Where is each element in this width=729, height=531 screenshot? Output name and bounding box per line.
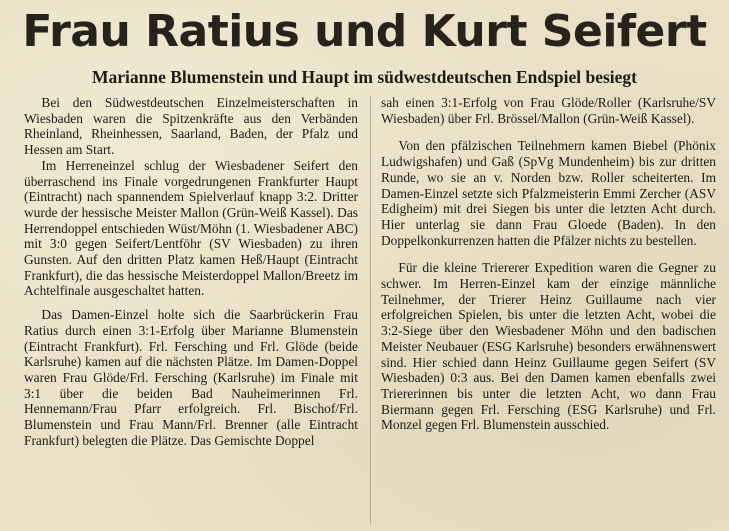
paragraph: Von den pfälzischen Teilnehmern kamen Biebel (Phönix Ludwigshafen) und Gaß (SpVg Mundenheim) bis zur dritten Runde, wo sie an v. Norden bzw. Roller scheiterten. Im Damen-Einzel setzte sich Pfalzmeisterin Emmi Zercher (ASV Edigheim) mit drei Siegen bis unter die letzten Acht durch. Hier unterlag sie dann Frau Gloede (Baden). In den Doppelkonkurrenzen hatten die Pfälzer nichts zu bestellen. (381, 138, 716, 248)
left-column (24, 95, 358, 448)
paragraph: Bei den Südwestdeutschen Einzelmeisterschaften in Wiesbaden waren die Spitzenkräfte aus den Verbänden Rheinland, Rheinhessen, Saarland, Baden, der Pfalz und Hessen am Start. (24, 95, 358, 158)
article-subheadline: Marianne Blumenstein und Haupt im südwestdeutschen Endspiel besiegt (91, 67, 638, 87)
paragraph: Das Damen-Einzel holte sich die Saarbrückerin Frau Ratius durch einen 3:1-Erfolg über Marianne Blumenstein (Eintracht Frankfurt). Frl. Fersching und Frl. Glöde (beide Karlsruhe) kamen auf die nächsten Plätze. Im Damen-Doppel waren Frau Glöde/Frl. Fersching (Karlsruhe) im Finale mit 3:1 über die beiden Bad Nauheimerinnen Frl. Hennemann/Frau Pfarr erfolgreich. Frl. Bischof/Frl. Blumenstein und Frau Mann/Frl. Brenner (alle Eintracht Frankfurt) belegten die Plätze. Das Gemischte Doppel (24, 307, 358, 448)
article-headline: Frau Ratius und Kurt Seifert (22, 6, 707, 57)
column-divider (370, 96, 371, 524)
paragraph: sah einen 3:1-Erfolg von Frau Glöde/Roller (Karlsruhe/SV Wiesbaden) über Frl. Brössel/Mallon (Grün-Weiß Kassel). (381, 95, 716, 126)
right-column (381, 95, 716, 433)
paragraph: Für die kleine Triererer Expedition waren die Gegner zu schwer. Im Herren-Einzel kam der einzige männliche Teilnehmer, der Trierer Heinz Guillaume nach vier erfolgreichen Spielen, bis unter die letzten Acht, wobei die 3:2-Siege über den Wiesbadener Möhn und den badischen Meister Neubauer (ESG Karlsruhe) besonders erwähnenswert sind. Hier schied dann Heinz Guillaume gegen Seifert (SV Wiesbaden) 0:3 aus. Bei den Damen kamen ebenfalls zwei Triererinnen bis unter die letzten Acht, wo dann Frau Biermann gegen Frl. Fersching (ESG Karlsruhe) und Frl. Monzel gegen Frl. Blumenstein ausschied. (381, 260, 716, 433)
paragraph: Im Herreneinzel schlug der Wiesbadener Seifert den überraschend ins Finale vorgedrungenen Frankfurter Haupt (Eintracht) nach spannendem Spielverlauf knapp 3:2. Dritter wurde der hessische Meister Mallon (Grün-Weiß Kassel). Das Herrendoppel entschieden Wüst/Möhn (1. Wiesbadener ABC) mit 3:0 gegen Seifert/Lentföhr (SV Wiesbaden) zu ihren Gunsten. Auf den dritten Platz kamen Heß/Haupt (Eintracht Frankfurt), die das hessische Meisterdoppel Mallon/Breetz im Achtelfinale ausgeschaltet hatten. (24, 157, 358, 299)
